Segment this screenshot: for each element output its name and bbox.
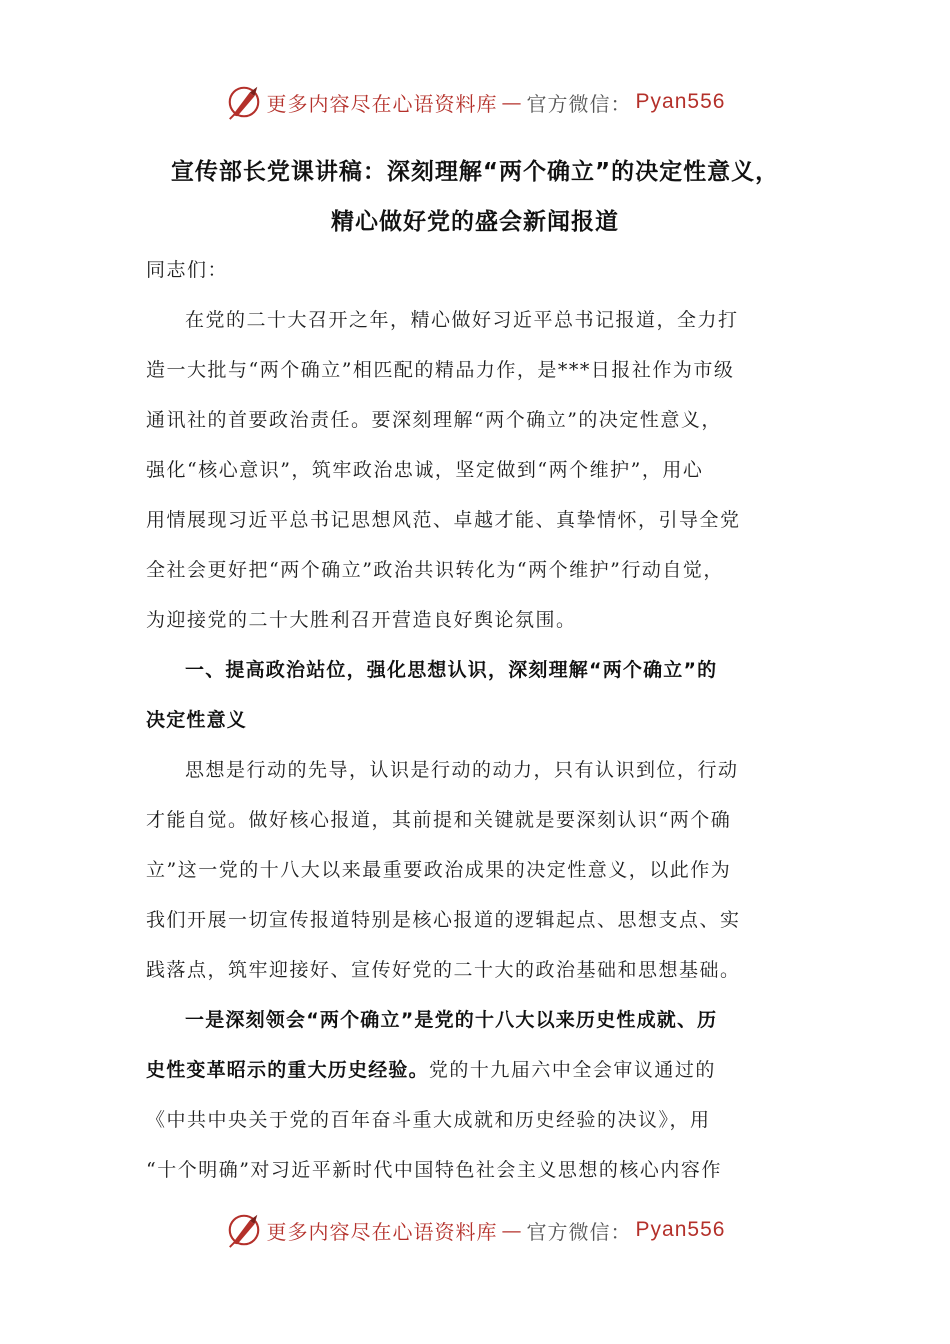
intro-line: 强化“核心意识”，筑牢政治忠诚，坚定做到“两个维护”，用心 [146,459,704,481]
document-body [146,249,806,1199]
intro-line: 全社会更好把“两个确立”政治共识转化为“两个维护”行动自觉， [146,559,724,581]
section-paragraph-line: 立”这一党的十八大以来最重要政治成果的决定性意义，以此作为 [146,859,732,881]
quill-pen-icon [225,83,263,121]
watermark-dash: — [501,1218,523,1242]
section-paragraph-line: 思想是行动的先导，认识是行动的动力，只有认识到位，行动 [185,759,739,781]
watermark-sub-text: 官方微信： [526,91,632,116]
watermark-banner-bottom [0,1210,950,1250]
intro-line: 为迎接党的二十大胜利召开营造良好舆论氛围。 [146,609,577,631]
intro-line: 造一大批与“两个确立”相匹配的精品力作，是***日报社作为市级 [146,359,735,381]
point-1-text-line: “十个明确”对习近平新时代中国特色社会主义思想的核心内容作 [146,1159,722,1181]
watermark-dash: — [501,90,523,114]
watermark-wechat-id: Pyan556 [635,90,726,113]
intro-line: 在党的二十大召开之年，精心做好习近平总书记报道，全力打 [185,309,739,331]
intro-line: 通讯社的首要政治责任。要深刻理解“两个确立”的决定性意义， [146,409,722,431]
point-1-bold-tail: 史性变革昭示的重大历史经验。 [146,1059,429,1081]
intro-line: 用情展现习近平总书记思想风范、卓越才能、真挚情怀，引导全党 [146,509,741,531]
watermark-banner-top [0,82,950,122]
section-heading-1-cont: 决定性意义 [146,709,248,731]
point-1-text-line: 《中共中央关于党的百年奋斗重大成就和历史经验的决议》，用 [146,1109,711,1131]
salutation: 同志们： [146,259,229,281]
section-paragraph-line: 才能自觉。做好核心报道，其前提和关键就是要深刻认识“两个确 [146,809,732,831]
watermark-main-text: 更多内容尽在心语资料库 [266,1219,498,1244]
watermark-sub-text: 官方微信： [526,1219,632,1244]
section-paragraph-line: 践落点，筑牢迎接好、宣传好党的二十大的政治基础和思想基础。 [146,959,741,981]
section-heading-1: 一、提高政治站位，强化思想认识，深刻理解“两个确立”的 [185,659,718,681]
quill-pen-icon [225,1211,263,1249]
section-paragraph-line: 我们开展一切宣传报道特别是核心报道的逻辑起点、思想支点、实 [146,909,741,931]
point-1-mixed-line [146,1049,806,1099]
point-1-bold-line: 一是深刻领会“两个确立”是党的十八大以来历史性成就、历 [185,1009,718,1031]
watermark-wechat-id: Pyan556 [635,1218,726,1241]
document-title-line-1: 宣传部长党课讲稿：深刻理解“两个确立”的决定性意义， [170,159,780,185]
watermark-main-text: 更多内容尽在心语资料库 [266,91,498,116]
point-1-text-start: 党的十九届六中全会审议通过的 [428,1059,716,1081]
document-title-line-2: 精心做好党的盛会新闻报道 [331,209,619,235]
